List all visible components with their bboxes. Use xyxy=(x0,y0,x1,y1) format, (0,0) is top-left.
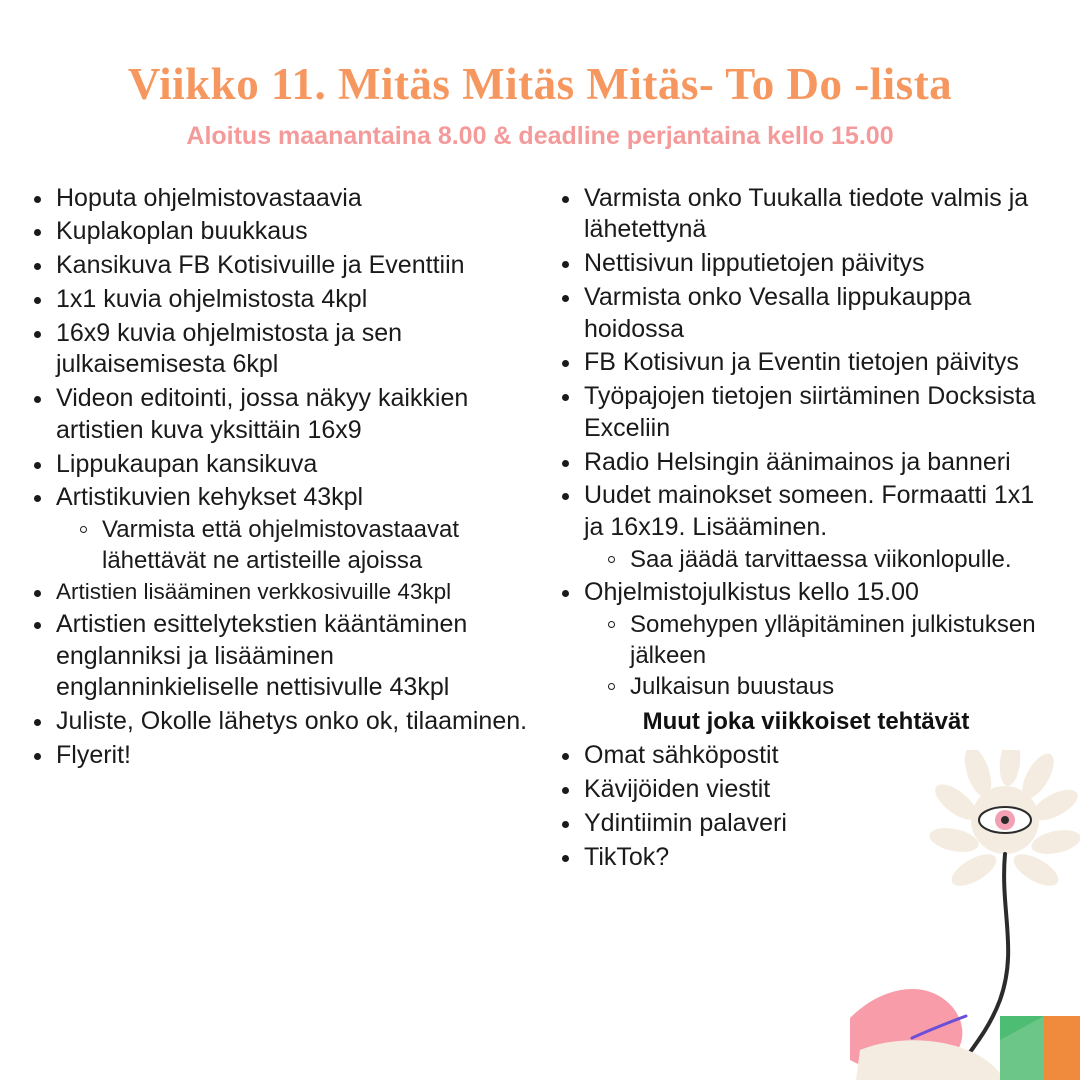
bullet-icon xyxy=(562,360,569,367)
list-item xyxy=(554,381,1058,445)
list-item-label: Artistien esittelytekstien kääntäminen englanniksi ja lisääminen englanninkieliselle nettisivulle 43kpl xyxy=(56,609,468,702)
bullet-icon xyxy=(34,297,41,304)
list-item-label: TikTok? xyxy=(584,842,670,871)
bullet-icon xyxy=(562,295,569,302)
hollow-bullet-icon xyxy=(80,526,87,533)
right-task-list xyxy=(554,183,1058,703)
bullet-icon xyxy=(562,787,569,794)
bullet-icon xyxy=(562,460,569,467)
list-item-label: Artistikuvien kehykset 43kpl xyxy=(56,483,364,512)
bullet-icon xyxy=(34,495,41,502)
list-item-label: Lippukaupan kansikuva xyxy=(56,449,318,478)
list-item-label: Omat sähköpostit xyxy=(584,741,779,770)
bullet-icon xyxy=(562,196,569,203)
list-item xyxy=(554,248,1058,280)
list-item xyxy=(26,183,534,215)
list-item-label: Kuplakoplan buukkaus xyxy=(56,217,308,246)
list-item-label: Hoputa ohjelmistovastaavia xyxy=(56,183,362,212)
list-item xyxy=(26,578,534,607)
sub-list-item-label: Saa jäädä tarvittaessa viikonlopulle. xyxy=(630,545,1012,573)
bullet-icon xyxy=(34,719,41,726)
list-item xyxy=(26,449,534,481)
weekly-task-list xyxy=(554,740,1058,873)
list-item xyxy=(554,774,1058,806)
list-item-label: Videon editointi, jossa näkyy kaikkien artistien kuva yksittäin 16x9 xyxy=(56,384,469,444)
list-item xyxy=(26,216,534,248)
list-item-label: Kansikuva FB Kotisivuille ja Eventtiin xyxy=(56,251,465,279)
bullet-icon xyxy=(34,396,41,403)
list-item-label: Kävijöiden viestit xyxy=(584,775,771,803)
list-item-label: Nettisivun lipputietojen päivitys xyxy=(584,249,925,277)
list-item-label: Ydintiimin palaveri xyxy=(584,808,787,837)
section-heading: Muut joka viikkoiset tehtävät xyxy=(642,708,970,736)
left-task-list xyxy=(26,183,534,772)
list-item xyxy=(554,808,1058,840)
bullet-icon xyxy=(34,196,41,203)
bullet-icon xyxy=(562,821,569,828)
hollow-bullet-icon xyxy=(608,621,615,628)
list-item xyxy=(554,740,1058,772)
list-item xyxy=(26,318,534,382)
content-columns xyxy=(0,183,1080,876)
page-title: Viikko 11. Mitäs Mitäs Mitäs- To Do -lista xyxy=(127,59,953,109)
list-item-label: FB Kotisivun ja Eventin tietojen päivitys xyxy=(584,348,1019,377)
bullet-icon xyxy=(34,229,41,236)
list-item xyxy=(554,577,1058,702)
list-item xyxy=(26,284,534,316)
sub-list-item xyxy=(72,514,534,576)
list-item-label: Varmista onko Vesalla lippukauppa hoidossa xyxy=(584,282,972,343)
bullet-icon xyxy=(562,855,569,862)
sub-list-item xyxy=(600,544,1058,575)
list-item xyxy=(554,183,1058,247)
left-sub-list xyxy=(56,514,534,576)
list-item-label: 1x1 kuvia ohjelmistosta 4kpl xyxy=(56,284,368,313)
bullet-icon xyxy=(562,394,569,401)
list-item xyxy=(554,282,1058,346)
list-item xyxy=(26,740,534,772)
sub-list-item-label: Varmista että ohjelmistovastaavat lähettävät ne artisteille ajoissa xyxy=(102,516,460,575)
list-item xyxy=(26,482,534,576)
bullet-icon xyxy=(562,493,569,500)
list-item xyxy=(554,480,1058,575)
list-item-label: Juliste, Okolle lähetys onko ok, tilaaminen. xyxy=(56,707,528,736)
sub-list-item xyxy=(600,671,1058,702)
list-item-label: Varmista onko Tuukalla tiedote valmis ja lähetettynä xyxy=(584,183,1029,244)
right-sub-list xyxy=(584,544,1058,575)
page-subtitle: Aloitus maanantaina 8.00 & deadline perjantaina kello 15.00 xyxy=(186,121,894,150)
list-item xyxy=(554,447,1058,479)
right-sub-list xyxy=(584,609,1058,703)
bullet-icon xyxy=(34,331,41,338)
hollow-bullet-icon xyxy=(608,683,615,690)
sub-list-item xyxy=(600,609,1058,671)
bullet-icon xyxy=(34,622,41,629)
right-column xyxy=(540,183,1062,876)
list-item xyxy=(26,706,534,738)
left-column xyxy=(18,183,540,876)
list-item xyxy=(554,347,1058,379)
list-item xyxy=(26,250,534,282)
list-item-label: Uudet mainokset someen. Formaatti 1x1 ja 16x19. Lisääminen. xyxy=(584,481,1035,541)
bullet-icon xyxy=(562,261,569,268)
bullet-icon xyxy=(562,753,569,760)
sub-list-item-label: Somehypen ylläpitäminen julkistuksen jälkeen xyxy=(630,610,1036,669)
bullet-icon xyxy=(34,462,41,469)
list-item-label: Ohjelmistojulkistus kello 15.00 xyxy=(584,577,919,606)
list-item-label: Artistien lisääminen verkkosivuille 43kpl xyxy=(56,579,452,605)
list-item-label: Työpajojen tietojen siirtäminen Docksista Exceliin xyxy=(584,382,1036,442)
list-item xyxy=(26,383,534,447)
bullet-icon xyxy=(34,263,41,270)
bullet-icon xyxy=(562,590,569,597)
list-item xyxy=(554,842,1058,874)
bullet-icon xyxy=(34,590,41,597)
hollow-bullet-icon xyxy=(608,556,615,563)
list-item-label: Flyerit! xyxy=(56,740,131,769)
list-item-label: 16x9 kuvia ohjelmistosta ja sen julkaisemisesta 6kpl xyxy=(56,318,403,379)
sub-list-item-label: Julkaisun buustaus xyxy=(630,673,835,701)
bullet-icon xyxy=(34,753,41,760)
list-item xyxy=(26,609,534,704)
list-item-label: Radio Helsingin äänimainos ja banneri xyxy=(584,447,1011,476)
